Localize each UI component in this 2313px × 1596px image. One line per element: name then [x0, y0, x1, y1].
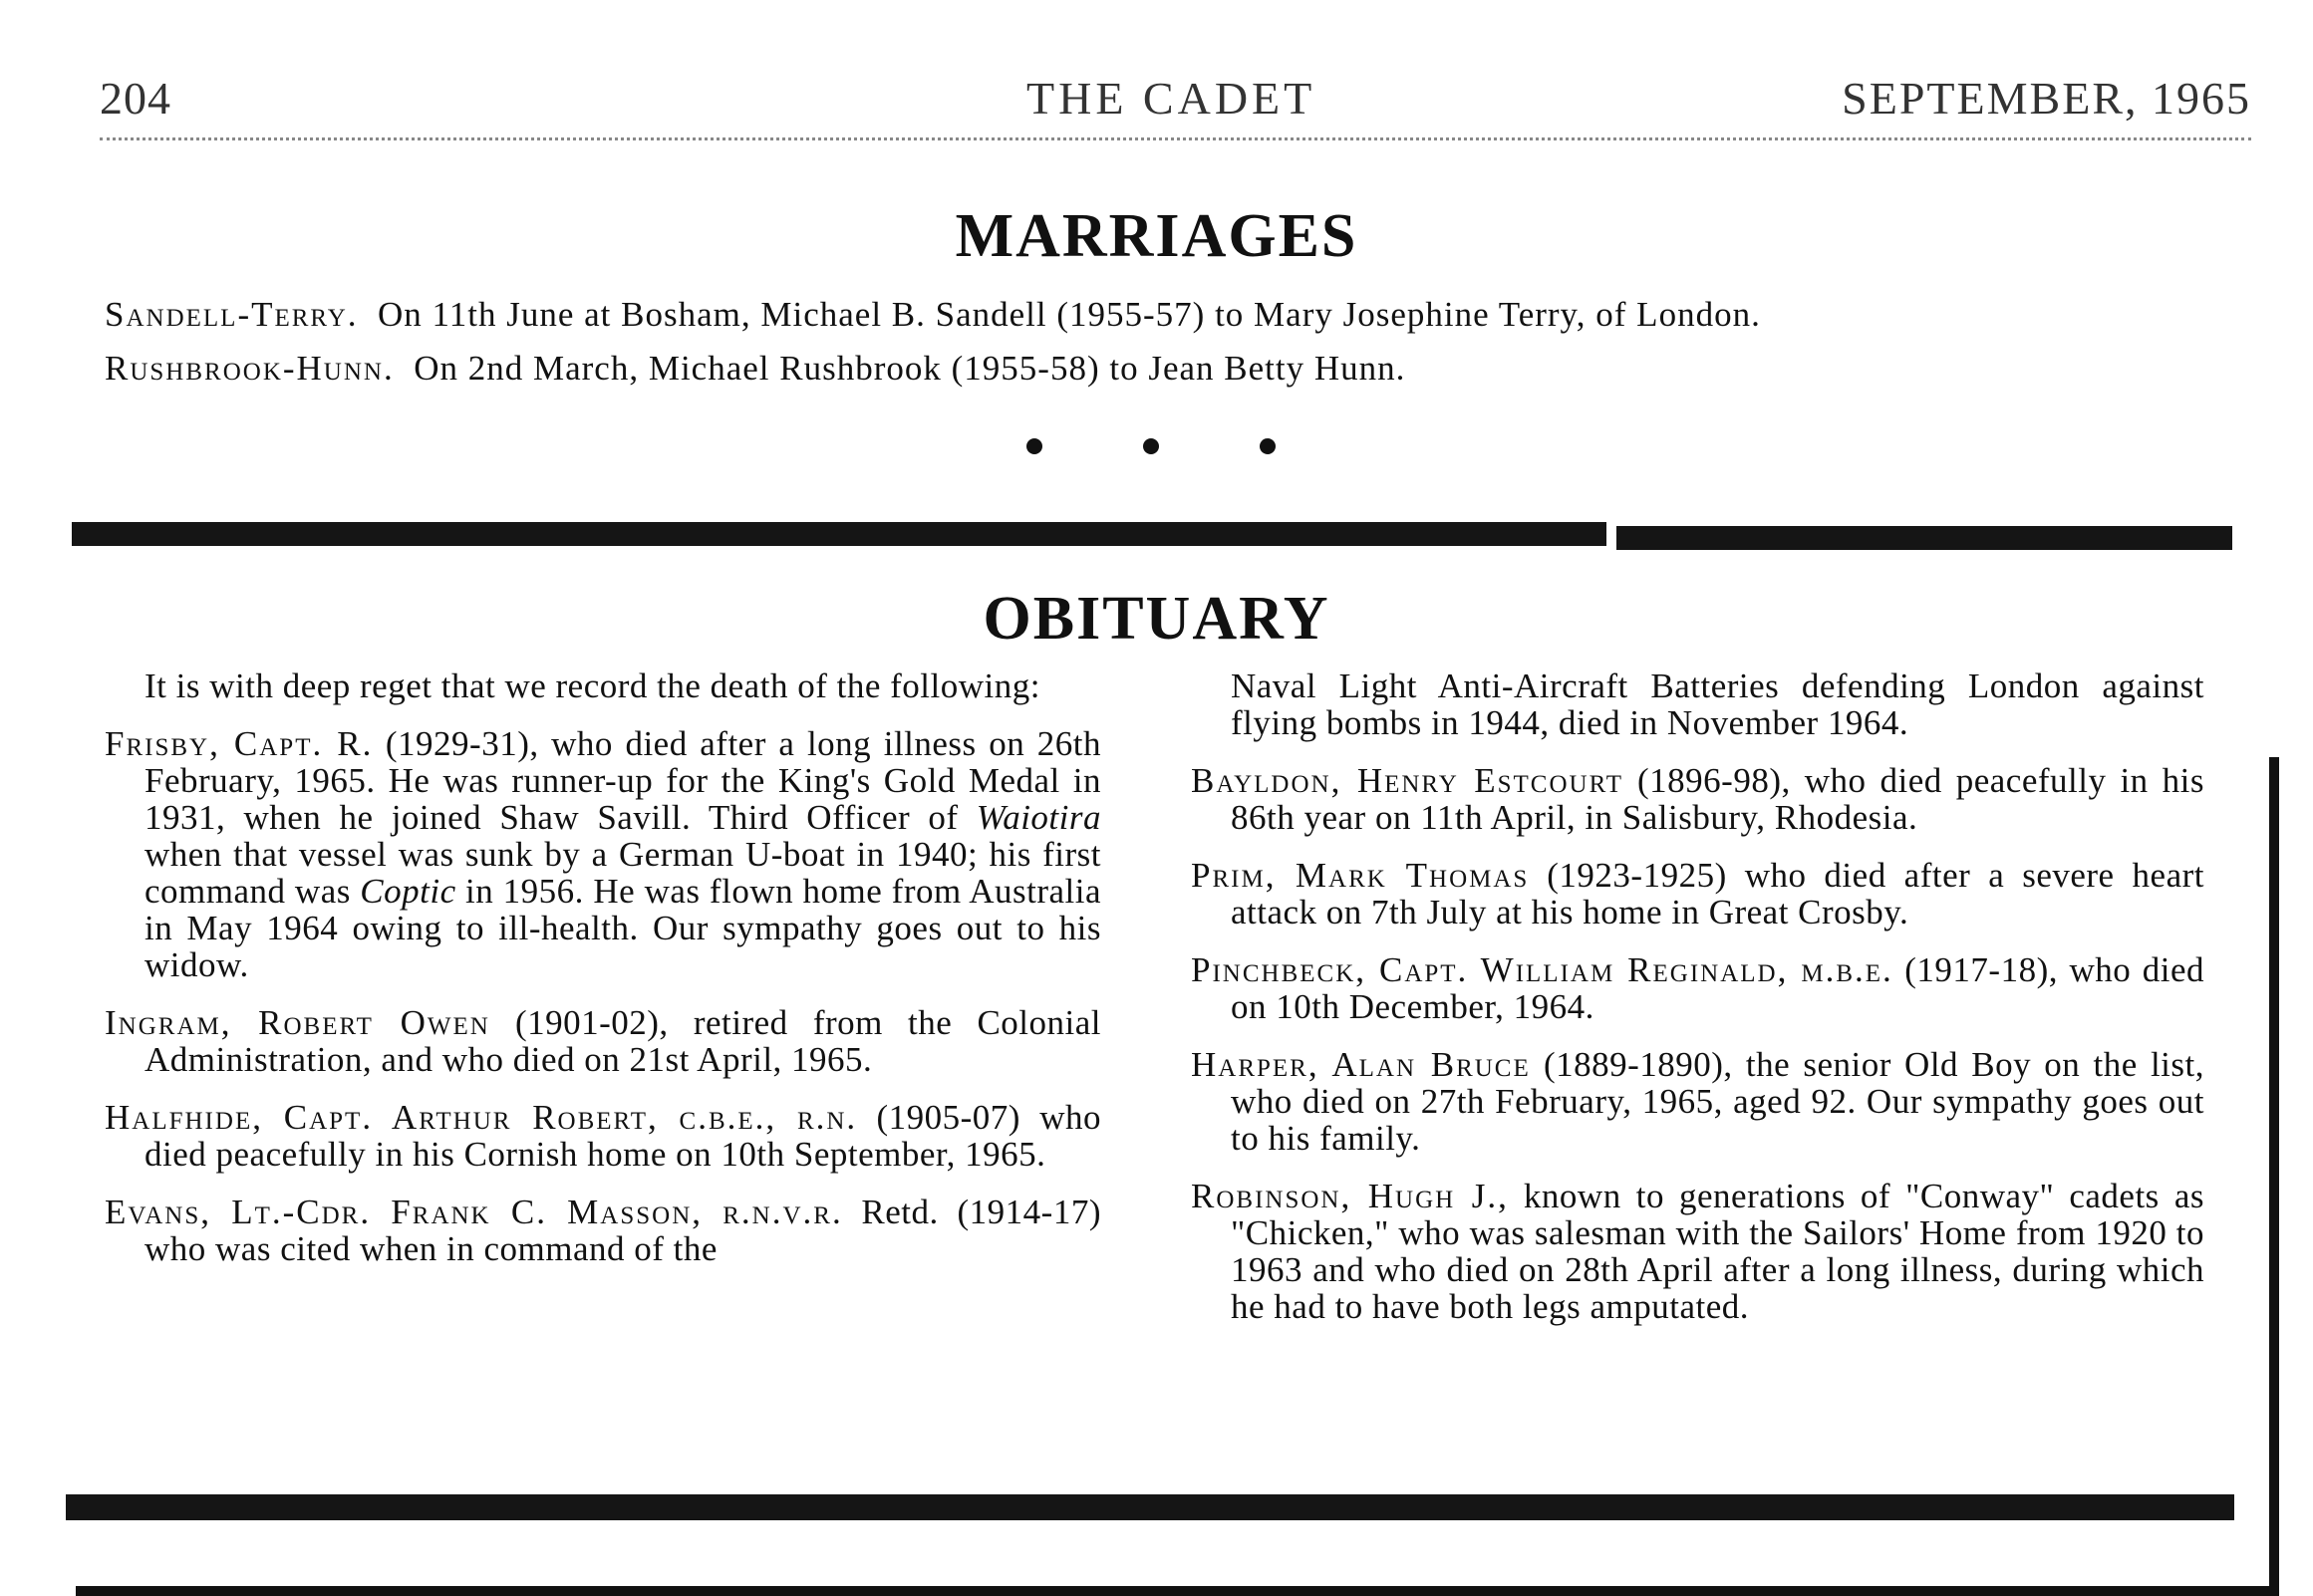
- page-number: 204: [100, 73, 171, 124]
- obituary-entry: Frisby, Capt. R. (1929-31), who died after a long illness on 26th February, 1965. He was runner-up for the King's Gold Medal in 1931, when he joined Shaw Savill. Third Officer of Waiotira when that vessel was sunk by a German U-boat in 1940; his first command was Coptic in 1956. He was flown home from Australia in May 1964 owing to ill-health. Our sympathy goes out to his widow.: [105, 724, 1102, 984]
- obituary-heading: OBITUARY: [983, 585, 1330, 653]
- deceased-name: Prim, Mark Thomas: [1191, 856, 1530, 895]
- page-edge-right: [2269, 757, 2279, 1596]
- issue-date: SEPTEMBER, 1965: [1842, 73, 2251, 124]
- obituary-entry: Pinchbeck, Capt. William Reginald, m.b.e. (1917-18), who died on 10th December, 1964.: [1191, 950, 2204, 1026]
- marriage-entry: [105, 292, 2207, 338]
- obituary-entry: Halfhide, Capt. Arthur Robert, c.b.e., r.n. (1905-07) who died peacefully in his Cornish home on 10th September, 1965.: [105, 1098, 1102, 1174]
- obituary-continuation: Naval Light Anti-Aircraft Batteries defending London against flying bombs in 1944, died in November 1964.: [1231, 666, 2204, 742]
- marriages-heading: MARRIAGES: [955, 202, 1358, 270]
- black-rule-bottom: [66, 1494, 2234, 1520]
- obituary-right-column: [1191, 667, 2204, 1346]
- publication-title: THE CADET: [1026, 73, 1316, 124]
- obituary-left-column: [105, 667, 1101, 1288]
- separator-dot: [1260, 438, 1276, 454]
- deceased-name: Pinchbeck, Capt. William Reginald, m.b.e.: [1191, 950, 1893, 989]
- obituary-entry: Prim, Mark Thomas (1923-1925) who died after a severe heart attack on 7th July at his home in Great Crosby.: [1191, 856, 2205, 931]
- deceased-name: Evans, Lt.-Cdr. Frank C. Masson, r.n.v.r.: [105, 1193, 843, 1231]
- obituary-entry: Harper, Alan Bruce (1889-1890), the senior Old Boy on the list, who died on 27th February, 1965, aged 92. Our sympathy goes out to his family.: [1191, 1045, 2204, 1158]
- marriage-text: On 11th June at Bosham, Michael B. Sandell (1955-57) to Mary Josephine Terry, of London.: [378, 295, 1761, 334]
- deceased-name: Halfhide, Capt. Arthur Robert, c.b.e., r.n.: [105, 1098, 858, 1137]
- obituary-entry: Ingram, Robert Owen (1901-02), retired from the Colonial Administration, and who died on 21st April, 1965.: [105, 1003, 1102, 1079]
- obituary-entry: Evans, Lt.-Cdr. Frank C. Masson, r.n.v.r. Retd. (1914-17) who was cited when in command of the: [105, 1193, 1101, 1268]
- section-separator-dots: [1026, 438, 1276, 454]
- deceased-name: Ingram, Robert Owen: [105, 1003, 490, 1042]
- header-rule: [100, 137, 2251, 140]
- obituary-entry: Bayldon, Henry Estcourt (1896-98), who died peacefully in his 86th year on 11th April, in Salisbury, Rhodesia.: [1191, 761, 2205, 837]
- deceased-name: Bayldon, Henry Estcourt: [1191, 761, 1624, 800]
- page-edge-bottom: [76, 1586, 2279, 1596]
- marriage-entry: [105, 346, 2207, 392]
- marriage-text: On 2nd March, Michael Rushbrook (1955-58) to Jean Betty Hunn.: [414, 349, 1406, 388]
- marriage-names: Rushbrook-Hunn.: [105, 349, 395, 388]
- deceased-name: Robinson, Hugh J.,: [1191, 1177, 1509, 1215]
- black-rule-right: [1616, 526, 2232, 550]
- deceased-name: Harper, Alan Bruce: [1191, 1045, 1531, 1084]
- deceased-name: Frisby, Capt. R.: [105, 724, 374, 763]
- marriage-names: Sandell-Terry.: [105, 295, 359, 334]
- separator-dot: [1026, 438, 1042, 454]
- ship-name: Coptic: [360, 872, 456, 911]
- black-rule-left: [72, 522, 1606, 546]
- obituary-entry: Robinson, Hugh J., known to generations of "Conway" cadets as "Chicken," who was salesman with the Sailors' Home from 1920 to 1963 and who died on 28th April after a long illness, during which he had to have both legs amputated.: [1191, 1177, 2204, 1326]
- ship-name: Waiotira: [976, 798, 1101, 837]
- separator-dot: [1143, 438, 1159, 454]
- obituary-intro: It is with deep reget that we record the death of the following:: [145, 666, 1040, 705]
